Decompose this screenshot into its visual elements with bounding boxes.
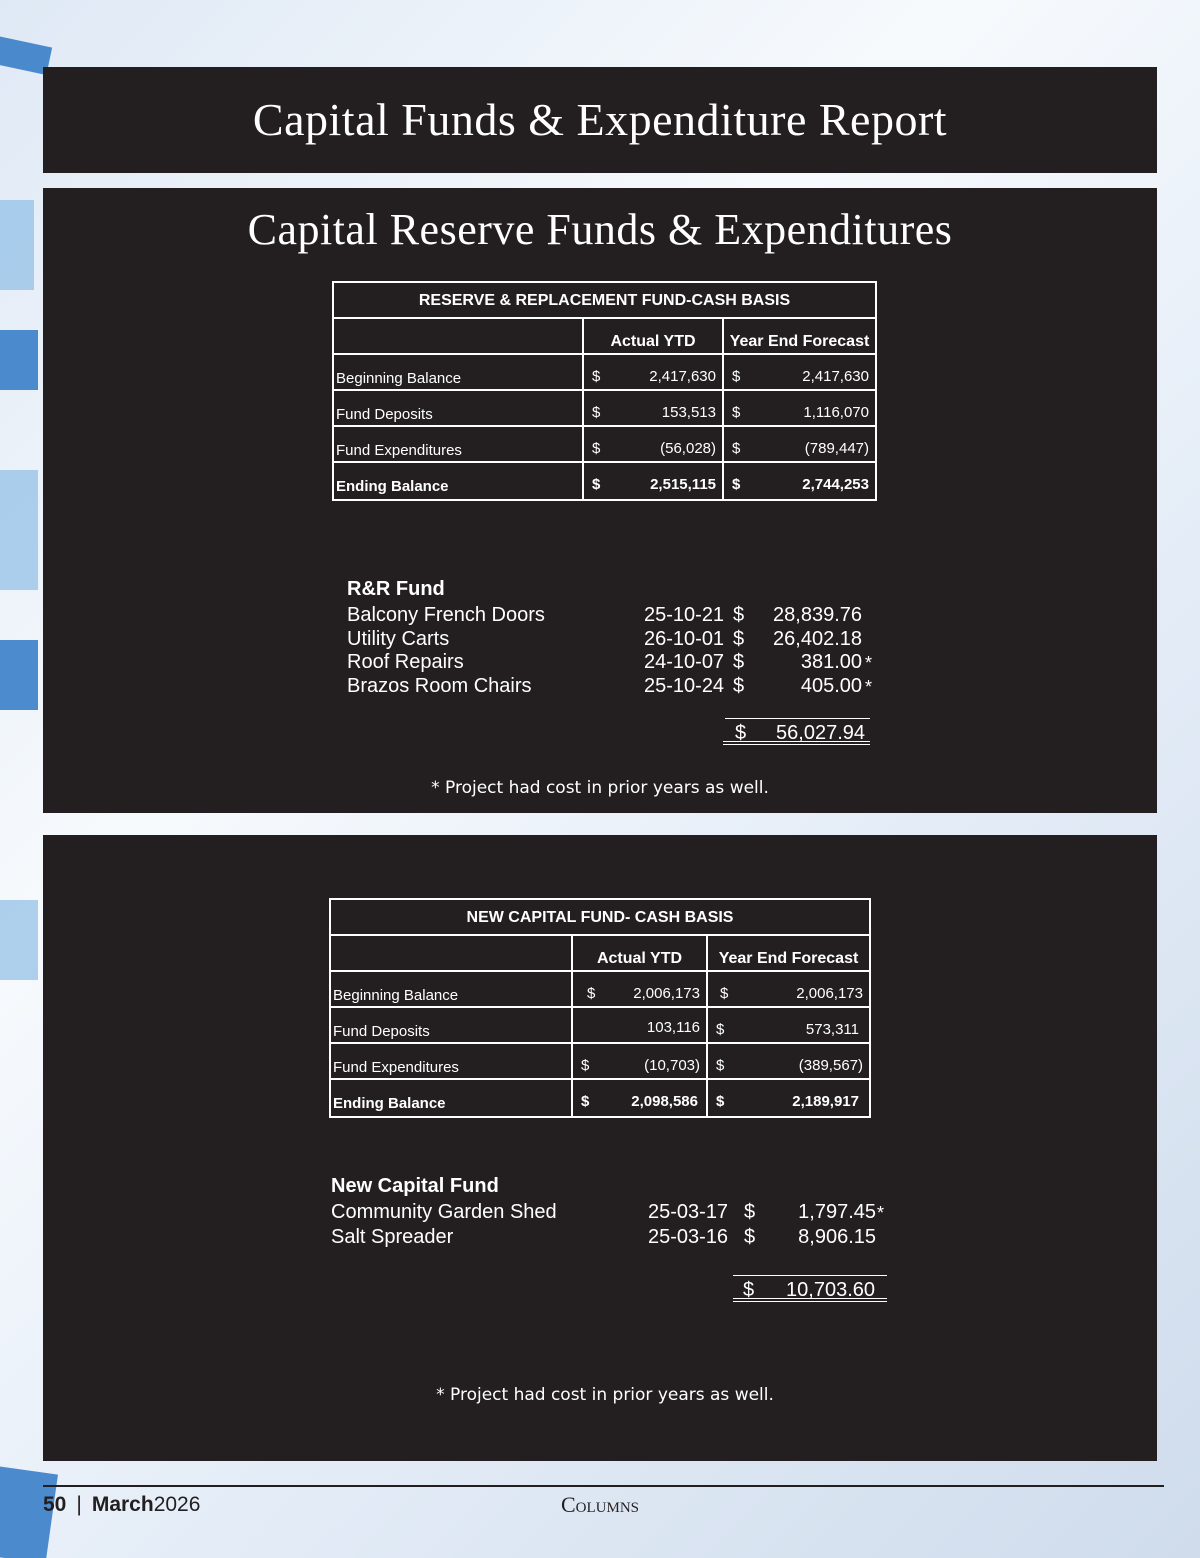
currency-symbol: $ — [716, 1021, 725, 1038]
table-header-blank — [331, 936, 573, 970]
forecast-cell — [708, 972, 869, 1006]
column-header-forecast: Year End Forecast — [718, 950, 859, 967]
amount: (389,567) — [798, 1057, 863, 1074]
forecast-cell — [708, 1044, 869, 1078]
currency-symbol: $ — [733, 674, 745, 697]
background-stripe — [0, 640, 38, 710]
background-stripe — [0, 330, 38, 390]
actual-cell — [573, 1080, 708, 1116]
currency-symbol: $ — [720, 985, 729, 1002]
currency-symbol: $ — [581, 1093, 590, 1110]
rr-fund-expenditure-list — [347, 578, 887, 698]
list-item — [347, 675, 887, 699]
list-item — [347, 628, 887, 652]
footer-rule — [43, 1485, 1164, 1487]
item-amount: 381.00 — [800, 651, 862, 673]
amount: 2,515,115 — [650, 476, 716, 493]
amount: 2,006,173 — [633, 985, 700, 1002]
amount: 103,116 — [646, 1019, 700, 1036]
item-date: 25-03-17 — [648, 1201, 729, 1223]
amount: 2,417,630 — [802, 368, 869, 385]
amount: 1,116,070 — [803, 404, 869, 421]
forecast-cell — [724, 355, 875, 389]
table-header-blank — [334, 319, 584, 353]
table-row — [334, 355, 875, 391]
currency-symbol: $ — [592, 476, 601, 493]
prior-year-marker: * — [877, 1203, 885, 1223]
total-amount: 56,027.94 — [776, 722, 865, 744]
item-amount: 405.00 — [800, 674, 862, 697]
footnote: * Project had cost in prior years as well. — [431, 778, 769, 798]
currency-symbol: $ — [592, 440, 601, 457]
amount: 153,513 — [661, 404, 716, 421]
report-header-panel — [43, 67, 1157, 173]
forecast-cell — [724, 427, 875, 461]
table-row — [331, 972, 869, 1008]
item-amount: 26,402.18 — [773, 627, 862, 650]
currency-symbol: $ — [587, 985, 596, 1002]
list-item — [331, 1201, 901, 1226]
item-date: 26-10-01 — [644, 627, 725, 650]
actual-cell — [573, 1008, 708, 1042]
item-amount: 1,797.45 — [798, 1201, 876, 1223]
row-label: Fund Deposits — [331, 1008, 573, 1042]
table-caption: RESERVE & REPLACEMENT FUND-CASH BASIS — [334, 283, 875, 319]
page-number: 50 — [43, 1493, 67, 1516]
row-label: Fund Expenditures — [334, 427, 584, 461]
table-row — [334, 391, 875, 427]
table-total-row — [334, 463, 875, 499]
forecast-cell — [708, 1080, 869, 1116]
currency-symbol: $ — [735, 722, 747, 744]
currency-symbol: $ — [733, 627, 745, 650]
currency-symbol: $ — [733, 604, 745, 626]
currency-symbol: $ — [732, 368, 741, 385]
amount: 2,417,630 — [649, 368, 716, 385]
item-name: Roof Repairs — [347, 651, 464, 673]
item-date: 25-03-16 — [648, 1226, 729, 1248]
actual-cell — [584, 355, 724, 389]
footnote: * Project had cost in prior years as well. — [436, 1385, 774, 1405]
item-date: 24-10-07 — [644, 651, 725, 673]
total-double-underline — [733, 1298, 887, 1302]
table-row — [331, 1008, 869, 1044]
item-name: Salt Spreader — [331, 1226, 454, 1248]
currency-symbol: $ — [592, 368, 601, 385]
total-rule — [725, 718, 870, 719]
table-row — [331, 1044, 869, 1080]
new-capital-fund-expenditure-list — [331, 1175, 901, 1251]
amount: 2,006,173 — [796, 985, 863, 1002]
table-header-row — [334, 319, 875, 355]
currency-symbol: $ — [716, 1057, 725, 1074]
new-capital-fund-table — [329, 898, 871, 1118]
list-item — [347, 604, 887, 628]
issue-month: March — [91, 1493, 154, 1516]
forecast-cell — [724, 391, 875, 425]
list-item — [331, 1226, 901, 1251]
row-label: Fund Deposits — [334, 391, 584, 425]
reserve-fund-panel — [43, 188, 1157, 813]
new-capital-fund-panel — [43, 835, 1157, 1461]
currency-symbol: $ — [581, 1057, 590, 1074]
column-header-actual: Actual YTD — [573, 936, 708, 970]
amount: 2,098,586 — [631, 1093, 698, 1110]
row-label: Beginning Balance — [331, 972, 573, 1006]
prior-year-marker: * — [865, 676, 873, 697]
table-total-row — [331, 1080, 869, 1116]
currency-symbol: $ — [733, 651, 745, 673]
item-name: Utility Carts — [347, 627, 450, 650]
currency-symbol: $ — [592, 404, 601, 421]
currency-symbol: $ — [744, 1226, 756, 1248]
amount: (10,703) — [644, 1057, 700, 1074]
section-title: Capital Reserve Funds & Expenditures — [247, 205, 953, 254]
amount: 2,744,253 — [802, 476, 869, 493]
publication-name: Columns — [560, 1492, 639, 1517]
currency-symbol: $ — [732, 476, 741, 493]
row-label: Beginning Balance — [334, 355, 584, 389]
actual-cell — [573, 1044, 708, 1078]
row-label: Ending Balance — [331, 1080, 573, 1116]
background-stripe — [0, 470, 38, 590]
list-title: R&R Fund — [347, 578, 445, 600]
item-date: 25-10-24 — [644, 674, 725, 697]
background-stripe — [0, 200, 34, 290]
background-stripe — [0, 900, 38, 980]
item-date: 25-10-21 — [644, 604, 725, 626]
actual-cell — [573, 972, 708, 1006]
item-amount: 8,906.15 — [798, 1226, 876, 1248]
currency-symbol: $ — [732, 404, 741, 421]
currency-symbol: $ — [716, 1093, 725, 1110]
prior-year-marker: * — [865, 653, 873, 673]
amount: 573,311 — [805, 1021, 859, 1038]
list-item — [347, 651, 887, 675]
actual-cell — [584, 427, 724, 461]
total-amount: 10,703.60 — [786, 1279, 875, 1301]
report-title: Capital Funds & Expenditure Report — [252, 94, 948, 145]
item-name: Brazos Room Chairs — [347, 674, 532, 697]
footer-separator: | — [76, 1493, 82, 1516]
currency-symbol: $ — [744, 1201, 756, 1223]
issue-year: 2026 — [153, 1493, 201, 1516]
reserve-fund-table — [332, 281, 877, 501]
total-rule — [733, 1275, 887, 1276]
item-name: Community Garden Shed — [331, 1201, 557, 1223]
table-caption: NEW CAPITAL FUND- CASH BASIS — [331, 900, 869, 936]
currency-symbol: $ — [732, 440, 741, 457]
row-label: Ending Balance — [334, 463, 584, 499]
actual-cell — [584, 391, 724, 425]
actual-cell — [584, 463, 724, 499]
amount: 2,189,917 — [792, 1093, 859, 1110]
forecast-cell — [708, 1008, 869, 1042]
amount: (789,447) — [804, 440, 869, 457]
currency-symbol: $ — [743, 1279, 755, 1301]
column-header-forecast: Year End Forecast — [729, 333, 870, 350]
table-header-row — [331, 936, 869, 972]
amount: (56,028) — [660, 440, 716, 457]
forecast-cell — [724, 463, 875, 499]
row-label: Fund Expenditures — [331, 1044, 573, 1078]
item-name: Balcony French Doors — [347, 604, 545, 626]
list-title: New Capital Fund — [331, 1175, 499, 1197]
table-row — [334, 427, 875, 463]
total-double-underline — [723, 741, 870, 745]
item-amount: 28,839.76 — [773, 604, 862, 626]
column-header-actual: Actual YTD — [584, 319, 724, 353]
